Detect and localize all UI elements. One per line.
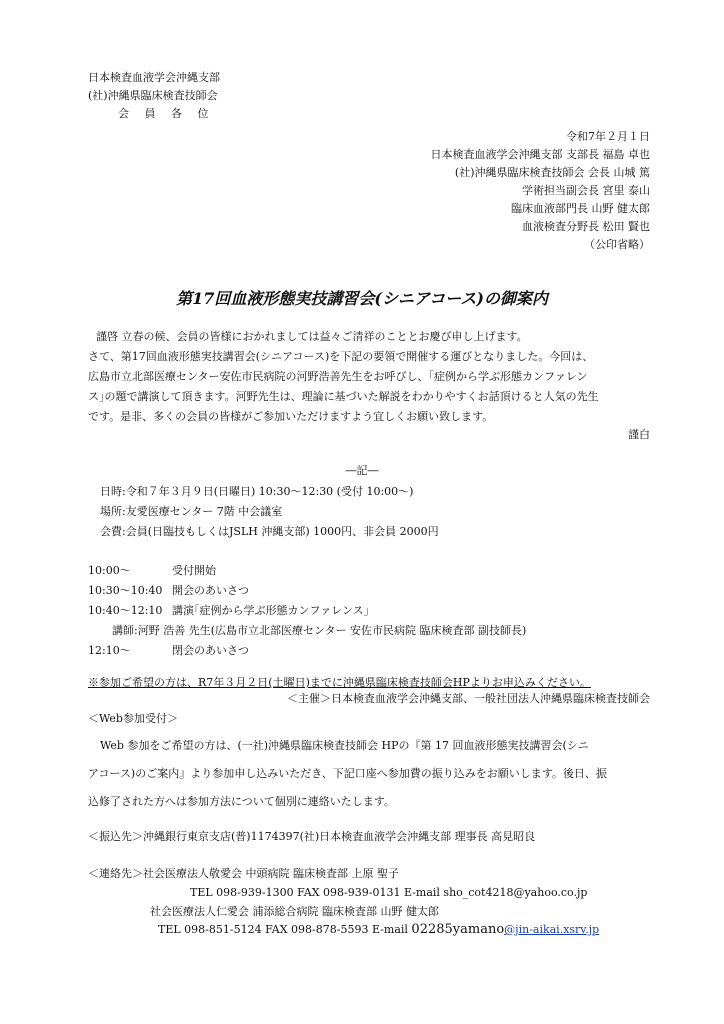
contact-line3-prefix: TEL 098-851-5124 FAX 098-878-5593 E-mail xyxy=(158,923,412,936)
web-line: Web 参加をご希望の方は、(一社)沖縄県臨床検査技師会 HPの『第 17 回血液形態実技講習会(シニ xyxy=(100,739,589,752)
schedule-time: 10:40～12:10 xyxy=(88,604,163,617)
recipient-line: 会 員 各 位 xyxy=(118,107,215,120)
detail-fee: 会費:会員(日臨技もしくはJSLH 沖縄支部) 1000円、非会員 2000円 xyxy=(100,525,439,538)
page-title: 第17回血液形態実技講習会(シニアコース)の御案内 xyxy=(176,289,548,308)
detail-place: 場所:友愛医療センター 7階 中会議室 xyxy=(100,505,283,518)
body-line: です。是非、多くの会員の皆様がご参加いただけますよう宜しくお願い致します。 xyxy=(88,410,494,423)
contact-line: TEL 098-939-1300 FAX 098-939-0131 E-mail sho_cot4218@yahoo.co.jp xyxy=(190,886,588,899)
schedule-lecturer: 講師:河野 浩善 先生(広島市立北部医療センター 安佐市民病院 臨床検査部 副技師長) xyxy=(112,624,527,637)
sender-line: 学術担当副会長 宮里 泰山 xyxy=(522,184,650,197)
contact-line xyxy=(158,922,599,938)
schedule-time: 10:00～ xyxy=(88,564,131,577)
date: 令和7年２月１日 xyxy=(566,130,650,143)
registration-notice: ※参加ご希望の方は、R7年３月２日(土曜日)までに沖縄県臨床検査技師会HPよりお申込みください。 xyxy=(88,676,591,689)
schedule-item: 閉会のあいさつ xyxy=(172,644,249,657)
body-line: さて、第17回血液形態実技講習会(シニアコース)を下記の要領で開催する運びとなりました。今回は、 xyxy=(88,350,594,363)
detail-datetime: 日時:令和７年３月９日(日曜日) 10:30～12:30 (受付 10:00～) xyxy=(100,485,414,498)
sender-line: (社)沖縄県臨床検査技師会 会長 山城 篤 xyxy=(454,166,650,179)
organizer: ＜主催＞日本検査血液学会沖縄支部、一般社団法人沖縄県臨床検査技師会 xyxy=(287,692,650,705)
email-link[interactable]: @jin-aikai.xsrv.jp xyxy=(504,923,600,936)
schedule-item: 開会のあいさつ xyxy=(172,584,249,597)
schedule-item: 受付開始 xyxy=(172,564,216,577)
sender-line: 臨床血液部門長 山野 健太郎 xyxy=(511,202,650,215)
contact-line: 社会医療法人仁愛会 浦添総合病院 臨床検査部 山野 健太郎 xyxy=(150,905,439,918)
web-line: 込修了された方へは参加方法について個別に連絡いたします。 xyxy=(88,795,395,808)
recipient-line: (社)沖縄県臨床検査技師会 xyxy=(88,89,218,102)
seal-omitted: （公印省略） xyxy=(584,238,650,251)
sender-line: 日本検査血液学会沖縄支部 支部長 福島 卓也 xyxy=(430,148,650,161)
schedule-time: 12:10～ xyxy=(88,644,131,657)
ki-heading: ―記― xyxy=(345,464,379,477)
body-line: 謹啓 立春の候、会員の皆様におかれましては益々ご清祥のこととお慶び申し上げます。 xyxy=(96,330,528,343)
sender-line: 血液検査分野長 松田 賢也 xyxy=(522,220,650,233)
schedule-item: 講演｢症例から学ぶ形態カンファレンス｣ xyxy=(172,604,370,617)
closing: 謹白 xyxy=(628,428,650,441)
bank-account: ＜振込先＞沖縄銀行東京支店(普)1174397(社)日本検査血液学会沖縄支部 理事長 高見昭良 xyxy=(88,830,536,843)
schedule-time: 10:30～10:40 xyxy=(88,584,163,597)
contact-header: ＜連絡先＞社会医療法人敬愛会 中頭病院 臨床検査部 上原 聖子 xyxy=(88,867,399,880)
web-header: ＜Web参加受付＞ xyxy=(88,712,178,725)
body-line: ス｣の題で講演して頂きます。河野先生は、理論に基づいた解説をわかりやすくお話頂けると人気の先生 xyxy=(88,390,599,403)
body-line: 広島市立北部医療センター安佐市民病院の河野浩善先生をお呼びし、｢症例から学ぶ形態カンファレン xyxy=(88,370,588,383)
web-line: アコース)のご案内』より参加申し込みいただき、下記口座へ参加費の振り込みをお願いします。後日、振 xyxy=(88,767,607,780)
recipient-line: 日本検査血液学会沖縄支部 xyxy=(88,71,220,84)
email-user: 02285yamano xyxy=(411,922,505,937)
